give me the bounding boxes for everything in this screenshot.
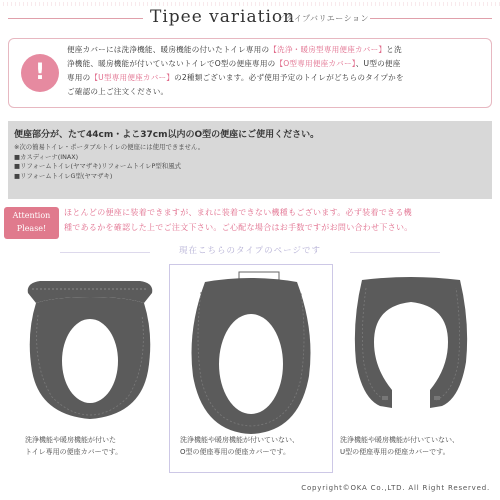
washlet-cover-image	[22, 275, 158, 425]
current-divider-right	[350, 252, 440, 253]
section-header	[0, 0, 500, 40]
info-line-2: 浄機能、暖房機能が付いていないトイレでO型の便座専用の【O型専用便座カバー】、U型の便座	[67, 59, 401, 68]
current-type-label: 現在こちらのタイプのページです	[179, 246, 321, 256]
attention-badge-line1: Attention	[12, 211, 51, 220]
size-note-line: ※次の簡易トイレ・ポータブルトイレの便座には使用できません。	[14, 143, 205, 151]
section-title: Tipee variation	[150, 7, 296, 27]
attention-line-1: ほとんどの便座に装着できますが、まれに装着できない機種もございます。必ず装着できる機	[64, 208, 412, 217]
product-caption-washlet: 洗浄機能や暖房機能が付いた トイレ専用の便座カバーです。	[25, 436, 123, 456]
attention-badge-line2: Please!	[16, 224, 47, 233]
attention-badge	[4, 207, 59, 239]
product-caption-o-type: 洗浄機能や暖房機能が付いていない、 O型の便座専用の便座カバーです。	[180, 436, 299, 456]
size-note-list	[14, 143, 204, 181]
header-divider-right	[370, 18, 492, 19]
header-decoration	[0, 2, 500, 6]
product-caption-u-type: 洗浄機能や暖房機能が付いていない、 U型の便座専用の便座カバーです。	[340, 436, 459, 456]
attention-text	[64, 205, 496, 235]
attention-line-2: 種であるかを確認した上でご注文下さい。ご心配な場合はお手数ですがお問い合わせ下さい。	[64, 223, 413, 232]
size-note	[8, 121, 492, 199]
info-text	[67, 43, 487, 99]
size-note-line: ■カスディーナ(INAX)	[14, 152, 79, 161]
section-subtitle: ／タイプバリエーション	[277, 14, 369, 23]
info-box	[8, 38, 492, 108]
u-type-cover-image	[352, 272, 470, 420]
size-note-heading: 便座部分が、たて44cm・よこ37cm以内のO型の便座にご使用ください。	[14, 130, 320, 140]
size-note-line: ■リフォームトイレ(ヤマザキ)リフォームトイレP型和風式	[14, 162, 181, 170]
exclamation-icon: !	[21, 54, 59, 92]
copyright: Copyright©OKA Co.,LTD. All Right Reserved.	[301, 484, 490, 492]
info-line-3: 専用の【U型専用便座カバー】の2種類ございます。必ず使用予定のトイレがどちらのタイプかを	[67, 73, 404, 82]
info-line-1: 便座カバーには洗浄機能、暖房機能の付いたトイレ専用の【洗浄・暖房型専用便座カバー】と洗	[67, 45, 402, 54]
info-line-4: ご確認の上ご注文ください。	[67, 87, 169, 96]
size-note-line: ■リフォームトイレG型(ヤマザキ)	[14, 171, 113, 180]
header-divider-left	[8, 18, 143, 19]
o-type-cover-image	[181, 270, 321, 438]
